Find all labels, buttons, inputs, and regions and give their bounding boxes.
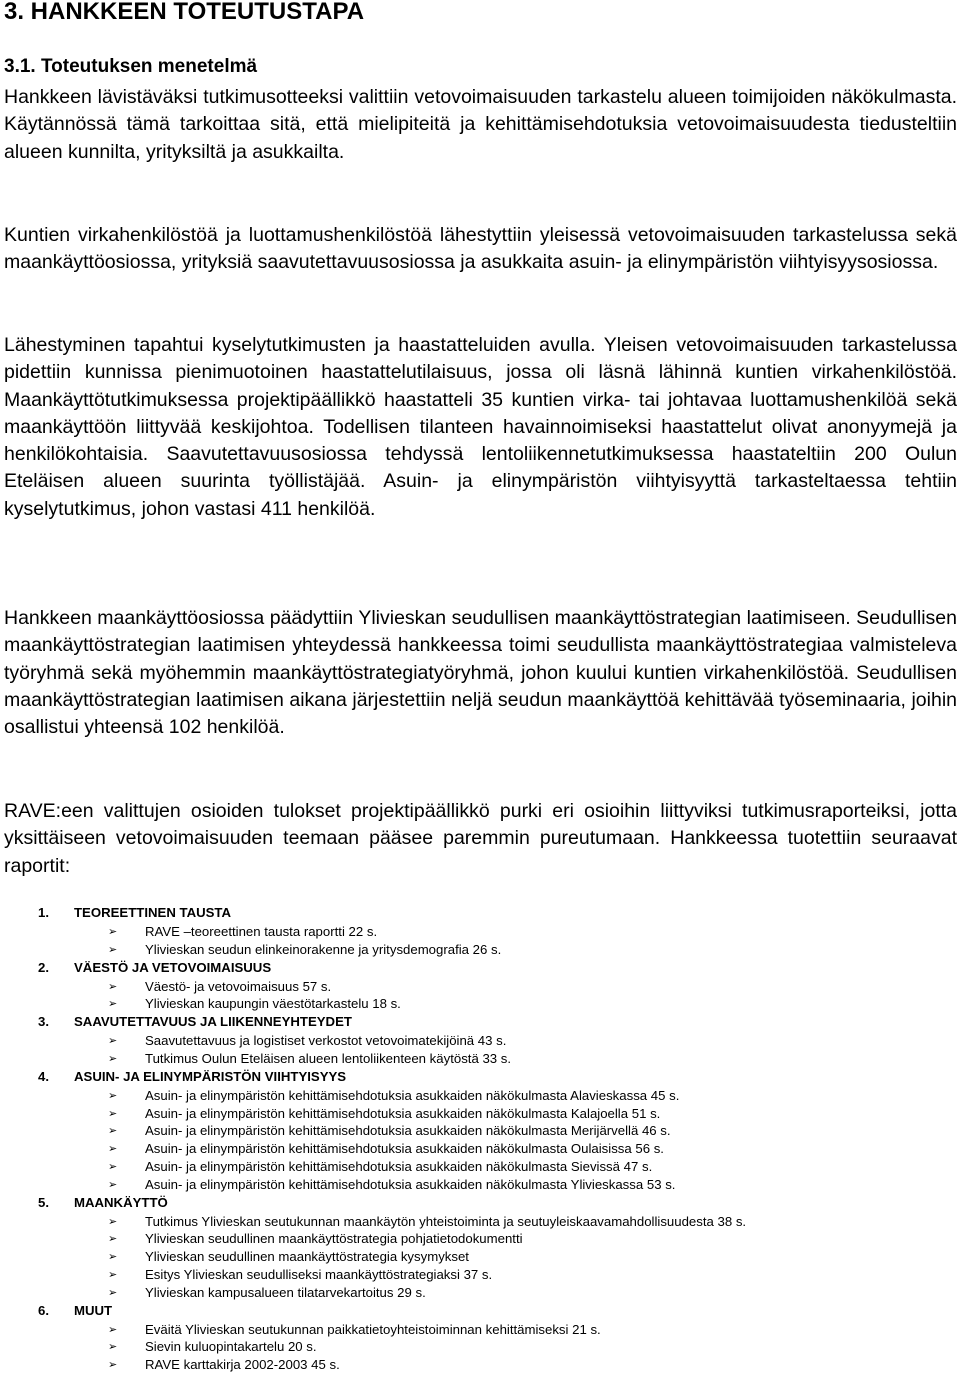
arrow-bullet-icon: ➢	[108, 1323, 118, 1336]
report-section-heading	[4, 959, 957, 978]
section-number: 3.	[38, 1014, 49, 1030]
report-title: Asuin- ja elinympäristön kehittämisehdotuksia asukkaiden näkökulmasta Ylivieskassa 53 s.	[145, 1176, 676, 1192]
report-section-heading	[4, 1194, 957, 1213]
list-item	[4, 1213, 957, 1231]
arrow-bullet-icon: ➢	[108, 1089, 118, 1102]
list-item	[4, 1338, 957, 1356]
paragraph-3: Lähestyminen tapahtui kyselytutkimusten ja haastatteluiden avulla. Yleisen vetovoimaisuuden tarkastelussa pidettiin kunnissa pienimuotoinen haastattelutilaisuus, jossa oli läsnä lähinnä kuntien virkahenkilöstöä. Maankäyttötutkimuksessa projektipäällikkö haastatteli 35 kuntien virka- tai johtavaa luottamushenkilöä sekä maankäyttöön liittyvää keskijohtoa. Todellisen tilanteen havainnoimiseksi haastattelut olivat anonyymejä ja henkilökohtaisia. Saavutettavuusosiossa tehdyssä lentoliikennetutkimuksessa haastateltiin 200 Oulun Eteläisen alueen suurinta työllistäjää. Asuin- ja elinympäristön viihtyisyyttä tarkasteltaessa tehtiin kyselytutkimus, johon vastasi 411 henkilöä.	[4, 334, 957, 520]
section-title: ASUIN- JA ELINYMPÄRISTÖN VIIHTYISYYS	[74, 1068, 347, 1084]
paragraph-1: Hankkeen lävistäväksi tutkimusotteeksi valittiin vetovoimaisuuden tarkastelu alueen toimijoiden näkökulmasta. Käytännössä tämä tarkoittaa sitä, että mielipiteitä ja kehittämisehdotuksia vetovoimaisuudesta tiedusteltiin alueen kunnilta, yrityksiltä ja asukkailta.	[4, 86, 957, 163]
arrow-bullet-icon: ➢	[108, 1341, 118, 1354]
section-number: 5.	[38, 1194, 49, 1210]
section-title: MAANKÄYTTÖ	[74, 1194, 168, 1210]
list-item	[4, 1284, 957, 1302]
list-item	[4, 1032, 957, 1050]
report-title: Saavutettavuus ja logistiset verkostot vetovoimatekijöinä 43 s.	[145, 1033, 507, 1049]
report-title: Väestö- ja vetovoimaisuus 57 s.	[145, 978, 332, 994]
section-number: 1.	[38, 905, 49, 920]
list-item	[4, 1105, 957, 1123]
section-title: TEOREETTINEN TAUSTA	[74, 905, 232, 920]
page-title: 3. HANKKEEN TOTEUTUSTAPA	[4, 0, 365, 25]
report-title: Tutkimus Oulun Eteläisen alueen lentoliikenteen käytöstä 33 s.	[145, 1050, 512, 1066]
report-title: RAVE –teoreettinen tausta raportti 22 s.	[145, 924, 378, 939]
arrow-bullet-icon: ➢	[108, 1143, 118, 1156]
list-item	[4, 1158, 957, 1176]
report-section	[4, 1068, 957, 1194]
report-section-heading	[4, 1013, 957, 1032]
list-item	[4, 995, 957, 1013]
list-item	[4, 1230, 957, 1248]
section-title: SAAVUTETTAVUUS JA LIIKENNEYHTEYDET	[74, 1014, 352, 1030]
arrow-bullet-icon: ➢	[108, 1052, 118, 1065]
report-section	[4, 959, 957, 1014]
list-item	[4, 941, 957, 959]
report-title: Ylivieskan seudullinen maankäyttöstrategia kysymykset	[145, 1249, 469, 1265]
report-section-heading	[4, 1068, 957, 1087]
paragraph-2: Kuntien virkahenkilöstöä ja luottamushenkilöstöä lähestyttiin yleisessä vetovoimaisuuden tarkastelussa sekä maankäyttöosiossa, yrityksiä saavutettavuusosiossa ja asukkaita asuin- ja elinympäristön viihtyisyysosiossa.	[4, 224, 957, 274]
arrow-bullet-icon: ➢	[108, 1233, 118, 1246]
arrow-bullet-icon: ➢	[108, 1359, 118, 1372]
paragraph-4: Hankkeen maankäyttöosiossa päädyttiin Ylivieskan seudullisen maankäyttöstrategian laatimiseen. Seudullisen maankäyttöstrategian laatimisen yhteydessä hankkeessa toimi seudullista maankäyttöstrategiaa valmisteleva työryhmä sekä myöhemmin maankäyttöstrategiatyöryhmä, johon kuului kuntien virkahenkilöstöä. Seudullisen maankäyttöstrategian laatimisen aikana järjestettiin neljä seudun maankäyttöä kehittävää työseminaaria, joihin osallistui yhteensä 102 henkilöä.	[4, 607, 957, 739]
report-title: Asuin- ja elinympäristön kehittämisehdotuksia asukkaiden näkökulmasta Alavieskassa 45 s.	[145, 1087, 680, 1103]
report-title: Ylivieskan kampusalueen tilatarvekartoitus 29 s.	[145, 1284, 426, 1300]
list-item	[4, 1356, 957, 1374]
report-title: Eväitä Ylivieskan seutukunnan paikkatietoyhteistoiminnan kehittämiseksi 21 s.	[145, 1321, 601, 1337]
report-title: Ylivieskan seudullinen maankäyttöstrategia pohjatietodokumentti	[145, 1231, 523, 1247]
report-title: Ylivieskan seudun elinkeinorakenne ja yritysdemografia 26 s.	[145, 941, 502, 957]
list-item	[4, 923, 957, 941]
list-item	[4, 1248, 957, 1266]
section-number: 4.	[38, 1068, 49, 1084]
arrow-bullet-icon: ➢	[108, 1035, 118, 1048]
list-item	[4, 1122, 957, 1140]
arrow-bullet-icon: ➢	[108, 998, 118, 1011]
arrow-bullet-icon: ➢	[108, 980, 118, 993]
arrow-bullet-icon: ➢	[108, 1107, 118, 1120]
arrow-bullet-icon: ➢	[108, 1286, 118, 1299]
list-item	[4, 1087, 957, 1105]
paragraph-5: RAVE:een valittujen osioiden tulokset projektipäällikkö purki eri osioihin liittyviksi tutkimusraporteiksi, jotta yksittäiseen vetovoimaisuuden teemaan pääsee paremmin pureutumaan. Hankkeessa tuotettiin seuraavat raportit:	[4, 800, 957, 877]
report-title: Esitys Ylivieskan seudulliseksi maankäyttöstrategiaksi 37 s.	[145, 1266, 493, 1282]
report-list	[4, 904, 957, 1374]
report-section	[4, 1302, 957, 1374]
list-item	[4, 978, 957, 996]
arrow-bullet-icon: ➢	[108, 1125, 118, 1138]
report-title: Asuin- ja elinympäristön kehittämisehdotuksia asukkaiden näkökulmasta Kalajoella 51 s.	[145, 1105, 661, 1121]
arrow-bullet-icon: ➢	[108, 1215, 118, 1228]
arrow-bullet-icon: ➢	[108, 926, 118, 938]
report-title: Asuin- ja elinympäristön kehittämisehdotuksia asukkaiden näkökulmasta Oulaisissa 56 s.	[145, 1141, 664, 1157]
report-section-heading	[4, 904, 957, 923]
section-number: 2.	[38, 959, 49, 975]
report-title: RAVE karttakirja 2002-2003 45 s.	[145, 1357, 340, 1373]
report-section	[4, 1194, 957, 1302]
report-title: Sievin kuluopintakartelu 20 s.	[145, 1339, 317, 1355]
list-item	[4, 1050, 957, 1068]
arrow-bullet-icon: ➢	[108, 1160, 118, 1173]
section-subheading: 3.1. Toteutuksen menetelmä	[4, 56, 258, 77]
report-title: Asuin- ja elinympäristön kehittämisehdotuksia asukkaiden näkökulmasta Merijärvellä 46 s.	[145, 1123, 671, 1139]
section-title: VÄESTÖ JA VETOVOIMAISUUS	[74, 959, 272, 975]
report-section	[4, 904, 957, 959]
section-number: 6.	[38, 1302, 49, 1318]
arrow-bullet-icon: ➢	[108, 1268, 118, 1281]
list-item	[4, 1140, 957, 1158]
arrow-bullet-icon: ➢	[108, 943, 118, 956]
report-title: Ylivieskan kaupungin väestötarkastelu 18 s.	[145, 996, 401, 1012]
list-item	[4, 1266, 957, 1284]
report-section-heading	[4, 1302, 957, 1321]
report-title: Tutkimus Ylivieskan seutukunnan maankäytön yhteistoiminta ja seutuyleiskaavamahdollisuudesta 38 s.	[145, 1213, 747, 1229]
arrow-bullet-icon: ➢	[108, 1178, 118, 1191]
arrow-bullet-icon: ➢	[108, 1251, 118, 1264]
list-item	[4, 1321, 957, 1339]
list-item	[4, 1176, 957, 1194]
report-title: Asuin- ja elinympäristön kehittämisehdotuksia asukkaiden näkökulmasta Sievissä 47 s.	[145, 1158, 653, 1174]
report-section	[4, 1013, 957, 1068]
section-title: MUUT	[74, 1302, 113, 1318]
